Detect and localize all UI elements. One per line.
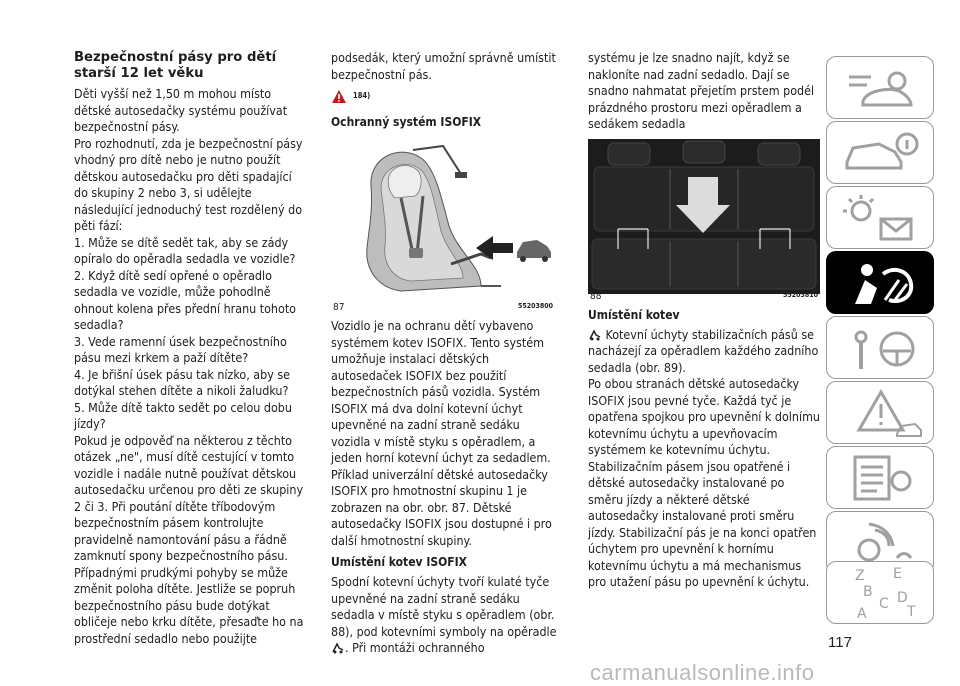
- warning-number: 184): [353, 90, 371, 100]
- alphabet-index-icon: [827, 562, 935, 625]
- page-number: 117: [828, 634, 852, 651]
- side-tab-car-info[interactable]: [826, 121, 934, 184]
- paragraph-part: Kotevní úchyty stabilizačních pásů se nacházejí za opěradlem každého zadního sedadla (obr. 89).: [588, 326, 819, 375]
- child-seat-illustration: [331, 136, 555, 304]
- figure-88-rear-seat: [588, 139, 820, 302]
- column-left: [74, 50, 306, 647]
- paragraph-part: . Při montáži ochranného: [345, 640, 485, 655]
- watermark: carmanualsonline.info: [590, 660, 815, 685]
- service-checklist-icon: [827, 447, 935, 510]
- warning-reference: [331, 87, 561, 105]
- svg-text:D: D: [897, 590, 908, 606]
- rear-seat-photo-illustration: [588, 139, 820, 294]
- figure-number: 87: [333, 301, 345, 313]
- figure-87-child-seat: [331, 136, 555, 313]
- section-title-anchor-location: Umístění kotev: [588, 307, 680, 322]
- isofix-anchor-symbol-icon: [331, 641, 345, 654]
- paragraph: Vozidlo je na ochranu dětí vybaveno systémem kotev ISOFIX. Tento systém umožňuje instalaci dětských autosedaček ISOFIX bez použití bezpečnostních pásů vozidla. Systém ISOFIX má dva dolní kotevní úchyt upevněné na zadní straně sedáku vozidla v místě styku s opěradlem, a jeden horní kotevní úchyt za sedadlem.: [331, 318, 551, 465]
- paragraph: [588, 327, 820, 377]
- side-tab-emergency[interactable]: [826, 381, 934, 444]
- paragraph: Děti vyšší než 1,50 m mohou místo dětské autosedačky systému používat bezpečnostní pásy.: [74, 86, 288, 134]
- svg-text:Z: Z: [855, 568, 865, 584]
- side-tab-driving[interactable]: [826, 316, 934, 379]
- section-heading-seatbelts-children: Bezpečnostní pásy pro dětí starší 12 let věku: [74, 50, 277, 81]
- figure-code: 55203810: [782, 291, 818, 299]
- paragraph: systému je lze snadno najít, když se nakloníte nad zadní sedadlo. Dají se snadno nahmatat přejetím prstem podél prázdného prostoru mezi opěradlem a sedákem sedadla: [588, 50, 815, 131]
- column-right: [588, 50, 820, 591]
- warning-triangle-car-icon: [827, 382, 935, 445]
- test-step-2: 2. Když dítě sedí opřené o opěradlo sedadla ve vozidle, může pohodlně ohnout kolena přes přední hranu tohoto sedadla?: [74, 267, 297, 332]
- section-title-isofix-anchors: Umístění kotev ISOFIX: [331, 555, 468, 569]
- side-tab-lights[interactable]: [826, 186, 934, 249]
- svg-text:C: C: [879, 596, 889, 612]
- side-tab-safety[interactable]: [826, 251, 934, 314]
- paragraph: Pokud je odpověď na některou z těchto otázek „ne", musí dítě cestující v tomto vozidle i nadále nutně používat dětskou autosedačku určenou pro děti ze skupiny 2 či 3. Při poutání dítěte tříbodovým bezpečnostním pásem kontrolujte pravidelně namontování pásu a řádně zamknutí spony bezpečnostního pásu. Případnými prudkými pohyby se může změnit poloha dítěte. Jestliže se popruh bezpečnostního pásu bude dotýkat obličeje nebo krku dítěte, přesaďte ho na prostřední sedadlo nebo použijte: [74, 432, 304, 646]
- test-step-3: 3. Vede ramenní úsek bezpečnostního pásu mezi krkem a paží dítěte?: [74, 333, 287, 365]
- side-tab-dashboard[interactable]: [826, 56, 934, 119]
- warning-triangle-icon: [331, 89, 347, 104]
- car-info-icon: [827, 122, 935, 185]
- svg-text:B: B: [863, 584, 873, 600]
- paragraph: podsedák, který umožní správně umístit bezpečnostní pás.: [331, 50, 556, 82]
- figure-number: 88: [590, 291, 602, 302]
- section-title-isofix: Ochranný systém ISOFIX: [331, 115, 482, 129]
- test-step-1: 1. Může se dítě sedět tak, aby se zády opíralo do opěradla sedadla ve vozidle?: [74, 234, 296, 266]
- steering-key-icon: [827, 317, 935, 380]
- column-middle: [331, 50, 561, 657]
- test-step-5: 5. Může dítě takto sedět po celou dobu jízdy?: [74, 399, 292, 431]
- paragraph: [331, 574, 561, 657]
- svg-text:A: A: [857, 606, 867, 622]
- lights-mail-icon: [827, 187, 935, 250]
- svg-text:E: E: [893, 566, 902, 582]
- test-step-4: 4. Je břišní úsek pásu tak nízko, aby se dotýkal stehen dítěte a nikoli žaludku?: [74, 366, 291, 398]
- figure-code: 55203800: [517, 301, 553, 310]
- paragraph: Pro rozhodnutí, zda je bezpečnostní pásy vhodný pro dítě nebo je nutno použít dětskou autosedačku pro děti spadající do skupiny 2 nebo 3, si udělejte následující jednoduchý test rozdělený do pěti fází:: [74, 135, 303, 233]
- tether-anchor-symbol-icon: [588, 328, 602, 341]
- paragraph: Příklad univerzální dětské autosedačky ISOFIX pro hmotnostní skupinu 1 je zobrazen na obr. obr. 87. Dětské autosedačky ISOFIX jsou dostupné i pro další hmotnostní skupiny.: [331, 466, 552, 548]
- car-dashboard-icon: [827, 57, 935, 120]
- svg-text:T: T: [907, 604, 916, 620]
- paragraph-part: Spodní kotevní úchyty tvoří kulaté tyče upevněné na zadní straně sedáku sedadla v místě styku s opěradlem (obr. 88), pod kotevními symboly na opěradle: [331, 574, 557, 639]
- paragraph: Po obou stranách dětské autosedačky ISOFIX jsou pevné tyče. Každá tyč je opatřena spojkou pro upevnění k dolnímu kotevnímu úchytu a upevňovacím systémem ke kotevnímu úchytu. Stabilizačním pásem jsou opatřené i dětské autosedačky instalované po směru jízdy a některé dětské autosedačky instalované proti směru jízdy. Stabilizační pás je na konci opatřen úchytem pro upevnění k hornímu kotevnímu úchytu a má mechanismus pro utažení pásu po upevnění k úchytu.: [588, 376, 820, 589]
- side-tab-service[interactable]: [826, 446, 934, 509]
- safety-airbag-icon: [827, 252, 935, 315]
- side-tab-index[interactable]: [826, 561, 934, 624]
